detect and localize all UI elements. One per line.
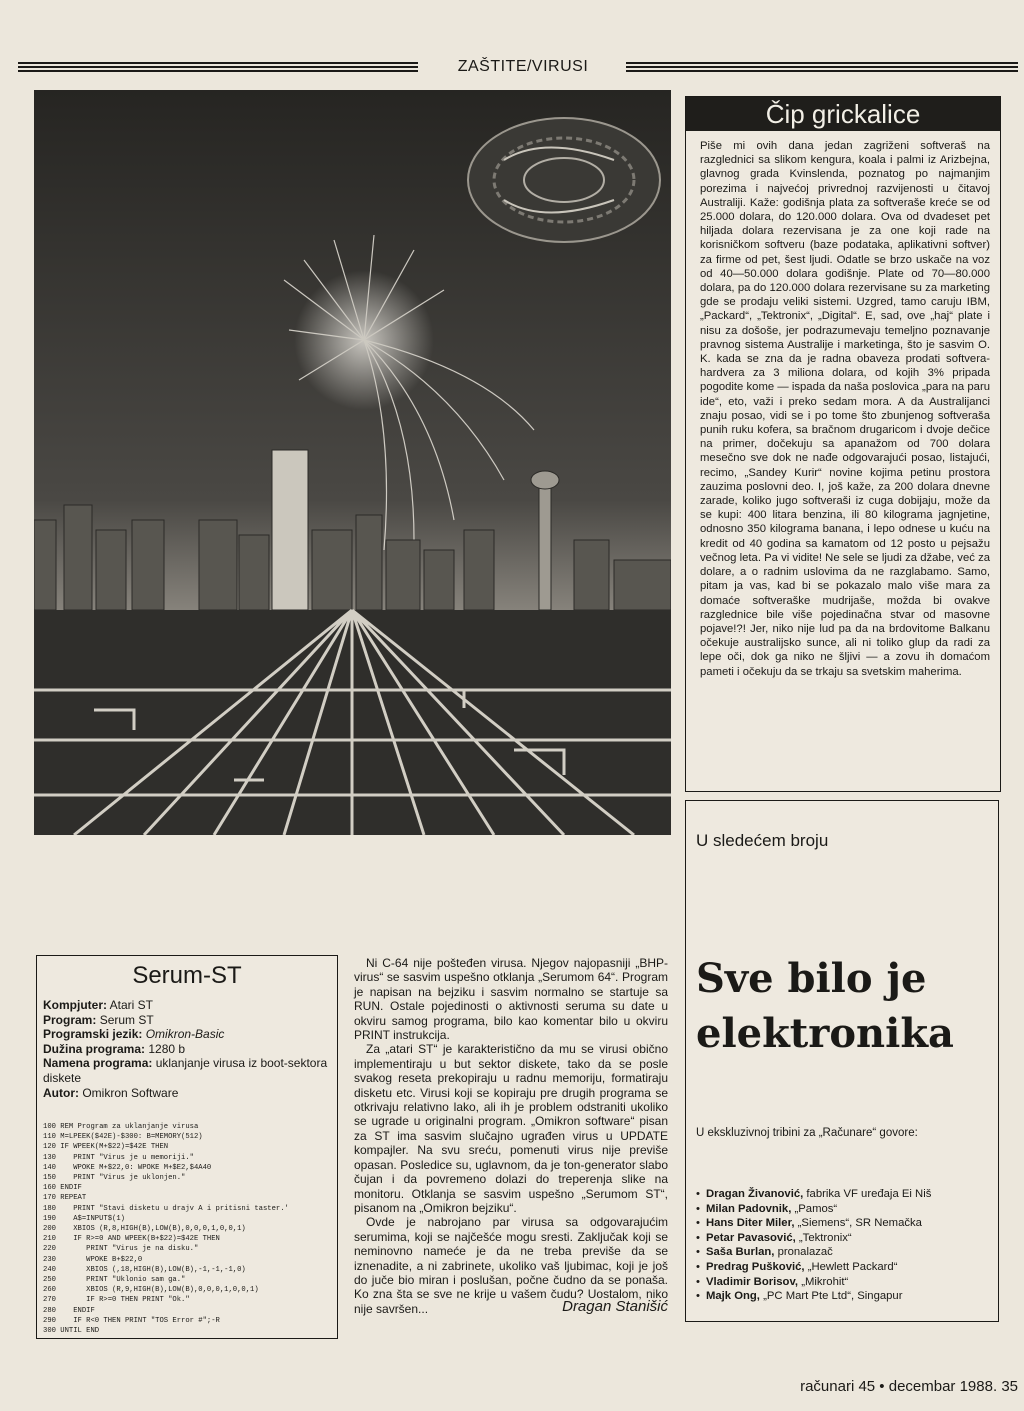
speaker-item [696,1216,991,1231]
skyline-circuit-illustration [34,90,671,835]
meta-length [43,1042,331,1057]
speaker-role: „Tektronix“ [798,1231,852,1244]
speaker-name: Predrag Pušković, [705,1260,805,1273]
speaker-item [696,1260,991,1275]
circuit-board-ground [34,610,671,835]
speaker-role: „Pamos“ [794,1202,838,1215]
speaker-name: Hans Diter Miler, [705,1217,795,1230]
meta-label: Program: [43,1012,97,1027]
speaker-role: „Hewlett Packard“ [807,1260,898,1273]
sidebar-title: Čip grickalice [686,97,1000,131]
meta-computer [43,998,331,1013]
meta-label: Kompjuter: [43,998,107,1012]
meta-label: Dužina programa: [43,1041,146,1056]
speaker-name: Petar Pavasović, [705,1231,796,1244]
speaker-role: „Siemens“, SR Nemačka [797,1217,922,1230]
speaker-item [696,1289,991,1304]
meta-value: Omikron-Basic [145,1027,225,1042]
section-title: ZAŠTITE/VIRUSI [457,58,589,75]
speaker-role: fabrika VF uređaja Ei Niš [806,1188,932,1200]
speaker-list [696,1187,991,1304]
header-rule-right [626,62,1018,74]
speaker-name: Vladimir Borisov, [705,1275,799,1288]
meta-author [43,1086,331,1101]
speaker-role: „Mikrohit“ [801,1275,849,1288]
speaker-item [696,1187,991,1202]
meta-label: Programski jezik: [43,1027,143,1042]
next-issue-label: U sledećem broju [696,831,829,850]
speaker-name: Majk Ong, [705,1290,760,1303]
meta-label: Namena programa: [43,1056,153,1071]
meta-language [43,1027,331,1042]
speaker-role: „PC Mart Pte Ltd“, Singapur [763,1290,903,1303]
listing-title: Serum-ST [132,962,242,989]
listing-meta [43,998,331,1100]
article-paragraph: Ovde je nabrojano par virusa sa odgovarajućim serumima, koji se najčešće mogu sresti. Zaključak koji se neminovno nameće je da ne treba previše da se iznenadite, a ni zabrinete, ukoliko vaš ljubimac, koji je još do juče bio miran i poslušan, počne čudno da se ponaša. Ko zna šta se sve ne krije u vašem čudu? Uostalom, niko nije savršen... [354,1215,668,1316]
article-author: Dragan Stanišić [562,1298,668,1315]
header-rule-left [18,62,418,74]
next-issue-headline: Sve bilo je elektronika [696,955,954,1057]
speaker-item [696,1202,991,1217]
speaker-item [696,1275,991,1290]
speaker-name: Dragan Živanović, [705,1188,804,1200]
article-body [354,956,668,1316]
circuit-disc [468,118,660,242]
page-number: 35 [1001,1378,1018,1395]
article-paragraph: Za „atari ST“ je karakteristično da mu se virusi obično implementiraju u but sektor diskete, tako da se posle svakog reseta prekopiraju u radnu memoriju, formatiraju disketu etc. Virusi koji se kopiraju pre drugih programa se otkrivaju relativno lako, ali ih je problem odstraniti ukoliko se ugrade u originalni program. „Omikron software“ pisan za ST ima sasvim slučajno ugrađen virus u UPDATE kompajler. Na svu sreću, pomenuti virus nije previše opasan. Posledice su, uglavnom, da je ton-generator slabo čujan i da povremeno dolazi do treperenja slike na monitoru. Otklanja se sasvim uspešno „Serumom ST“, pisanom na „Omikron bejziku“. [354,1042,668,1215]
meta-value: 1280 b [148,1041,186,1056]
program-listing-box [36,955,338,1339]
meta-value: Serum ST [99,1012,154,1027]
meta-purpose [43,1056,331,1085]
meta-program [43,1013,331,1028]
page-footer [728,1378,1018,1395]
next-issue-intro: U ekskluzivnoj tribini za „Računare“ govore: [696,1127,918,1139]
footer-issue: računari 45 • decembar 1988. [800,1378,998,1395]
sidebar-body-text: Piše mi ovih dana jedan zagriženi softveraš na razglednici sa slikom kengura, koala i palmi iz Arizbejna, glavnog grada Kvinslenda, poznatog po najmanjim porezima i najvećoj privrednoj razvijenosti u čitavoj Australiji. Kaže: godišnja plata za softveraše kreće se od 25.000 dolara, do 120.000 dolara. Ova od dvadeset pet hiljada dolara rezervisana je za one koji rade na korisničkom softveru (baze podataka, aplikativni softver) za firme od pet, šest ljudi. Odatle se brzo uskače na voz od 40—50.000 dolara godišnje. Plate od 70—80.000 dolara, pa do 120.000 dolara rezervisane su za marketing gde se prodaju veliki sistemi. Uzgred, tamo caruju IBM, „Packard“, „Tektronix“, „Digital“. E, sad, ove „haj“ plate i nisu za došoše, jer podrazumevaju temeljno poznavanje pravnog sistema Australije i marketinga, što je sasvim O. K. kada se zna da je radna obaveza prodati softvera-hardvera za 3 miliona dolara, od kojih 3% pripada pogodite kome — ispada da naša poslovica „para na paru ide“, eto, važi i preko sedam mora. A da Australijanci znaju posao, vidi se i po tome što zbunjenog softveraša punih ruku kofera, sa bračnom drugaricom i dvoje dečice na primer, dočekuju sa apanažom od 700 dolara mesečno sve dok ne nađe odgovarajući posao, listajući, recimo, „Sandey Kurir“ novine kojima petinu prostora zauzima poslovni deo. I, još kaže, za 200 dolara dnevne zarade, koliko jugo softveraši iz cuga dobijaju, može da se kupi: 400 litara benzina, ili 80 kilograma jagnjetine, odnosno 350 kilograma banana, i lepo odnese u kuću na kredit od 40 godina sa kamatom od 12 posto u pejsažu večnog leta. Pa vi vidite! Ne sele se ljudi za džabe, već za dolare, a o radnim uslovima da ne razglabamo. Samo, pitam ja vas, kad bi se pokazalo malo više mara za domaće softveraške mudrijaše, možda bi ovakve razglednice bile više pojedinačna stvar od masovne pojave!?! Jer, niko nije lud pa da na brdovitome Balkanu očekuje australijsko sunce, ali ni toliko glup da radi za lepe oči, dok ga niko ne šljivi — a zovu ih domaćom pameti i očekuju da se trkaju sa svetskim maherima. [700,140,990,678]
speaker-item [696,1231,991,1246]
speaker-item [696,1245,991,1260]
article-paragraph: Ni C-64 nije pošteđen virusa. Njegov najopasniji „BHP-virus“ se sasvim uspešno otklanja „Serumom 64“. Program je napisan na bejziku i sasvim normalno se startuje sa RUN. Ostale pojedinosti o aktivnosti seruma su date u okviru samog programa, bilo kao komentar bilo u okviru PRINT instrukcija. [354,956,668,1043]
speaker-role: pronalazač [777,1246,833,1259]
speaker-name: Milan Padovnik, [705,1202,792,1215]
sidebar-column [685,96,1001,792]
section-header [18,54,1018,82]
basic-code-listing: 100 REM Program za uklanjanje virusa 110 M=LPEEK($42E)-$300: B=MEMORY(512) 120 IF WPEEK(M+$22)=$42E THEN 130 PRINT "Virus je u memoriji." 140 WPOKE M+$22,0: WPOKE M+$E2,$4A40 150 PRINT "Virus je uklonjen." 160 ENDIF 170 REPEAT 180 PRINT "Stavi disketu u drajv A i pritisni taster.' 190 A$=INPUT$(1) 200 XBIOS (R,8,HIGH(B),LOW(B),0,0,0,1,0,0,1) 210 IF R>=0 AND WPEEK(B+$22)=$42E THEN 220 PRINT "Virus je na disku." 230 WPOKE B+$22,0 240 XBIOS (,18,HIGH(B),LOW(B),-1,-1,-1,0) 250 PRINT "Uklonio sam ga." 260 XBIOS (R,9,HIGH(B),LOW(B),0,0,0,1,0,0,1) 270 IF R>=0 THEN PRINT "Ok." 280 ENDIF 290 IF R<0 THEN PRINT "TOS Error #";-R 300 UNTIL END [43,1123,289,1336]
meta-value: uklanjanje virusa iz boot-sektora diskete [43,1056,328,1085]
next-issue-box [685,800,999,1322]
speaker-name: Saša Burlan, [705,1246,775,1259]
meta-value: Atari ST [109,998,154,1012]
meta-label: Autor: [43,1085,79,1100]
meta-value: Omikron Software [82,1085,179,1100]
